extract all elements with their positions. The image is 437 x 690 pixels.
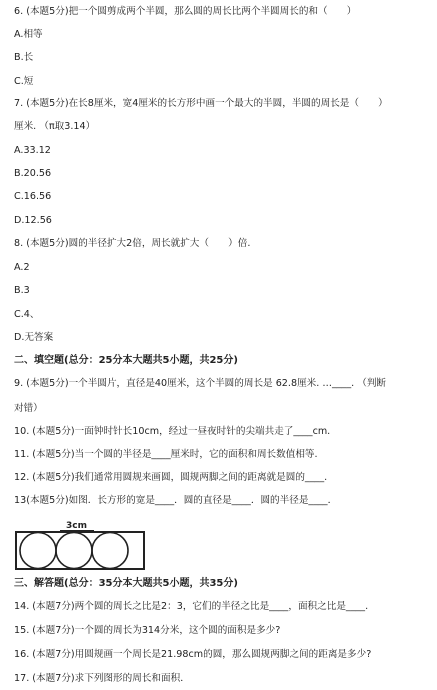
figure-label: 3cm: [66, 521, 87, 531]
circle-3: [92, 533, 128, 569]
q14-stem: 14. (本题7分)两个圆的周长之比是2：3，它们的半径之比是____，面积之比是____.: [14, 601, 369, 612]
q8-stem: 8. (本题5分)圆的半径扩大2倍，周长就扩大（ ）倍.: [14, 238, 251, 249]
q9-stem-cont: 对错）: [14, 403, 43, 414]
q7-option-b: B.20.56: [14, 168, 52, 179]
circle-2: [56, 533, 92, 569]
q7-stem-cont: 厘米. （π取3.14）: [14, 121, 96, 132]
q11-stem: 11. (本题5分)当一个圆的半径是____厘米时，它的面积和周长数值相等.: [14, 449, 318, 460]
q8-option-c: C.4、: [14, 309, 40, 320]
outer-rectangle: [16, 532, 144, 569]
circle-1: [20, 533, 56, 569]
q6-option-b: B.长: [14, 52, 34, 63]
rectangle-circles-figure: [14, 519, 164, 574]
q15-stem: 15. (本题7分)一个圆的周长为314分米，这个圆的面积是多少?: [14, 625, 281, 636]
q9-stem: 9. (本题5分)一个半圆片，直径是40厘米，这个半圆的周长是 62.8厘米. …____. （判断: [14, 378, 387, 389]
q13-stem: 13(本题5分)如图．长方形的宽是____．圆的直径是____．圆的半径是____．: [14, 495, 338, 506]
q7-option-a: A.33.12: [14, 145, 51, 156]
q6-option-a: A.相等: [14, 29, 43, 40]
section-3-heading: 三、解答题(总分：35分本大题共5小题，共35分): [14, 578, 238, 589]
q16-stem: 16. (本题7分)用圆规画一个周长是21.98cm的圆，那么圆规两脚之间的距离是多少?: [14, 649, 372, 660]
q7-stem: 7. (本题5分)在长8厘米，宽4厘米的长方形中画一个最大的半圆，半圆的周长是（ ）: [14, 98, 388, 109]
section-2-heading: 二、填空题(总分：25分本大题共5小题，共25分): [14, 355, 238, 366]
q8-option-b: B.3: [14, 285, 30, 296]
q8-option-d: D.无答案: [14, 332, 54, 343]
q6-stem: 6. (本题5分)把一个圆剪成两个半圆，那么圆的周长比两个半圆周长的和（ ）: [14, 6, 357, 17]
q7-option-d: D.12.56: [14, 215, 52, 226]
q10-stem: 10. (本题5分)一面钟时针长10cm，经过一昼夜时针的尖端共走了____cm.: [14, 426, 331, 437]
q6-option-c: C.短: [14, 76, 34, 87]
q7-option-c: C.16.56: [14, 191, 52, 202]
rectangle-three-circles-diagram: [14, 519, 164, 571]
q8-option-a: A.2: [14, 262, 30, 273]
q17-stem: 17. (本题7分)求下列图形的周长和面积．: [14, 673, 190, 684]
q12-stem: 12. (本题5分)我们通常用圆规来画圆，圆规两脚之间的距离就是圆的____.: [14, 472, 328, 483]
